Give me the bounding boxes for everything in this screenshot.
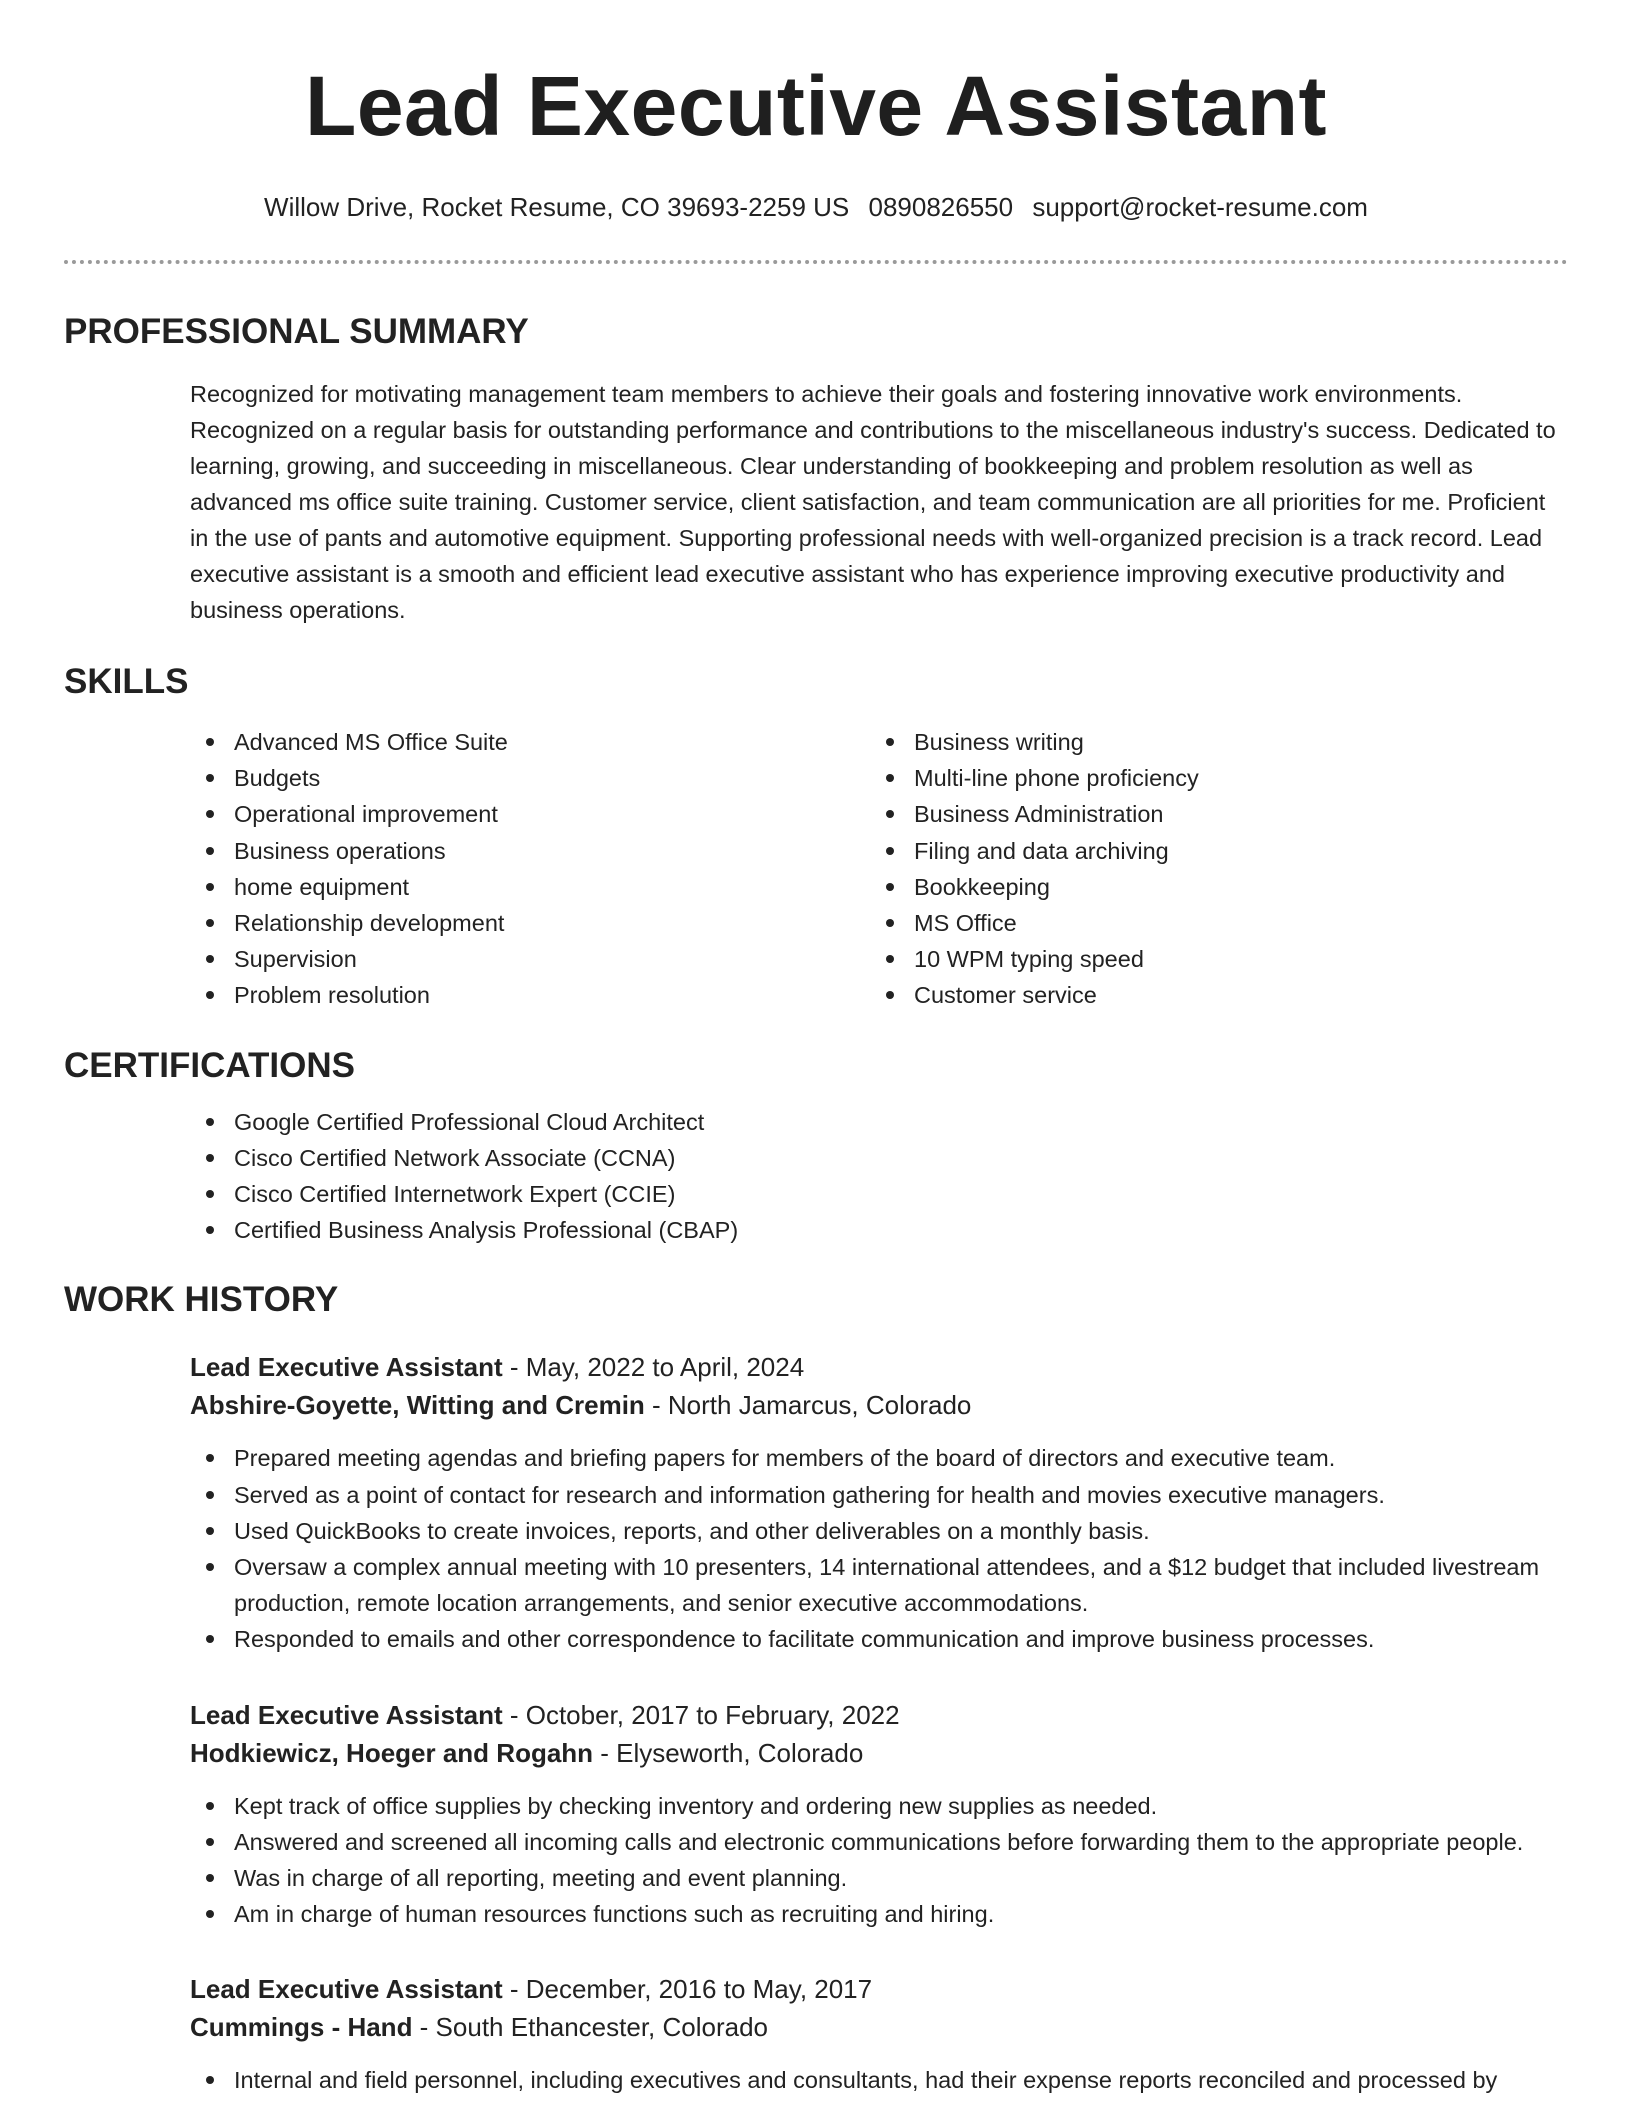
skill-item: Relationship development xyxy=(190,905,870,941)
job-dates: - October, 2017 to February, 2022 xyxy=(502,1699,900,1730)
skill-item: Business Administration xyxy=(870,796,1550,832)
job-title-line xyxy=(190,1970,1568,2008)
summary-heading: PROFESSIONAL SUMMARY xyxy=(64,312,529,351)
job-role: Lead Executive Assistant xyxy=(190,1974,503,2005)
job-duty: Responded to emails and other correspondence to facilitate communication and improve business processes. xyxy=(190,1621,1568,1657)
contact-phone: 0890826550 xyxy=(868,192,1014,222)
job-company-line xyxy=(190,2008,1568,2046)
certifications-heading: CERTIFICATIONS xyxy=(64,1045,356,1085)
summary-text: Recognized for motivating management team members to achieve their goals and fostering innovative work environments. Recognized on a regular basis for outstanding performance and contributions to the miscellaneous industry's success. Dedicated to learning, growing, and succeeding in miscellaneous. Clear understanding of bookkeeping and problem resolution as well as advanced ms office suite training. Customer service, client satisfaction, and team communication are all priorities for me. Proficient in the use of pants and automotive equipment. Supporting professional needs with well-organized precision is a track record. Lead executive assistant is a smooth and efficient lead executive assistant who has experience improving executive productivity and business operations. xyxy=(190,381,1556,623)
certifications-list xyxy=(64,1104,1568,1249)
contact-email: support@rocket-resume.com xyxy=(1032,192,1368,222)
job-duty: Answered and screened all incoming calls and electronic communications before forwarding them to the appropriate people. xyxy=(190,1824,1568,1860)
skill-item: Customer service xyxy=(870,977,1550,1013)
job-duty: Served as a point of contact for research and information gathering for health and movies executive managers. xyxy=(190,1477,1568,1513)
skills-list xyxy=(64,724,1568,1014)
certification-item: Cisco Certified Internetwork Expert (CCIE) xyxy=(190,1176,1568,1212)
job-duties xyxy=(190,2062,1568,2098)
job-duty: Prepared meeting agendas and briefing papers for members of the board of directors and executive team. xyxy=(190,1440,1568,1476)
job-dates: - May, 2022 to April, 2024 xyxy=(502,1352,805,1383)
job-location: - South Ethancester, Colorado xyxy=(412,2012,768,2043)
job-duty: Kept track of office supplies by checking inventory and ordering new supplies as needed. xyxy=(190,1788,1568,1824)
job-company-line xyxy=(190,1386,1568,1424)
job-duty: Internal and field personnel, including executives and consultants, had their expense reports reconciled and processed by xyxy=(190,2062,1568,2098)
job-duty: Used QuickBooks to create invoices, reports, and other deliverables on a monthly basis. xyxy=(190,1513,1568,1549)
work-history-heading: WORK HISTORY xyxy=(64,1280,339,1320)
certification-item: Certified Business Analysis Professional (CBAP) xyxy=(190,1212,1568,1248)
contact-address: Willow Drive, Rocket Resume, CO 39693-2259 US xyxy=(264,192,850,222)
job-company-line xyxy=(190,1734,1568,1772)
job-company: Abshire-Goyette, Witting and Cremin xyxy=(190,1390,645,1421)
skills-column-right xyxy=(870,724,1550,1014)
skill-item: 10 WPM typing speed xyxy=(870,941,1550,977)
skill-item: Filing and data archiving xyxy=(870,833,1550,869)
job-role: Lead Executive Assistant xyxy=(190,1699,503,1730)
job-entry xyxy=(64,1348,1568,1657)
skill-item: Budgets xyxy=(190,760,870,796)
job-duties xyxy=(190,1440,1568,1657)
skill-item: Advanced MS Office Suite xyxy=(190,724,870,760)
job-title-line xyxy=(190,1348,1568,1386)
certification-item: Google Certified Professional Cloud Architect xyxy=(190,1104,1568,1140)
header-divider xyxy=(64,260,1568,264)
job-location: - North Jamarcus, Colorado xyxy=(644,1390,972,1421)
certification-item: Cisco Certified Network Associate (CCNA) xyxy=(190,1140,1568,1176)
skill-item: Bookkeeping xyxy=(870,869,1550,905)
job-entry xyxy=(64,1696,1568,1933)
job-location: - Elyseworth, Colorado xyxy=(593,1737,864,1768)
skills-heading: SKILLS xyxy=(64,662,189,701)
skill-item: Problem resolution xyxy=(190,977,870,1013)
job-duty: Was in charge of all reporting, meeting and event planning. xyxy=(190,1860,1568,1896)
skill-item: Business writing xyxy=(870,724,1550,760)
job-duty: Am in charge of human resources functions such as recruiting and hiring. xyxy=(190,1896,1568,1932)
job-dates: - December, 2016 to May, 2017 xyxy=(502,1974,873,2005)
job-entry xyxy=(64,1970,1568,2098)
job-title-line xyxy=(190,1696,1568,1734)
skill-item: Multi-line phone proficiency xyxy=(870,760,1550,796)
skill-item: Operational improvement xyxy=(190,796,870,832)
contact-line xyxy=(64,190,1568,224)
skills-column-left xyxy=(190,724,870,1014)
job-role: Lead Executive Assistant xyxy=(190,1352,503,1383)
job-duties xyxy=(190,1788,1568,1933)
skill-item: MS Office xyxy=(870,905,1550,941)
resume-name: Lead Executive Assistant xyxy=(305,59,1327,153)
skill-item: home equipment xyxy=(190,869,870,905)
job-company: Hodkiewicz, Hoeger and Rogahn xyxy=(190,1737,594,1768)
skill-item: Supervision xyxy=(190,941,870,977)
job-duty: Oversaw a complex annual meeting with 10 presenters, 14 international attendees, and a $12 budget that included livestream production, remote location arrangements, and senior executive accommodations. xyxy=(190,1549,1568,1621)
skill-item: Business operations xyxy=(190,833,870,869)
job-company: Cummings - Hand xyxy=(190,2012,413,2043)
